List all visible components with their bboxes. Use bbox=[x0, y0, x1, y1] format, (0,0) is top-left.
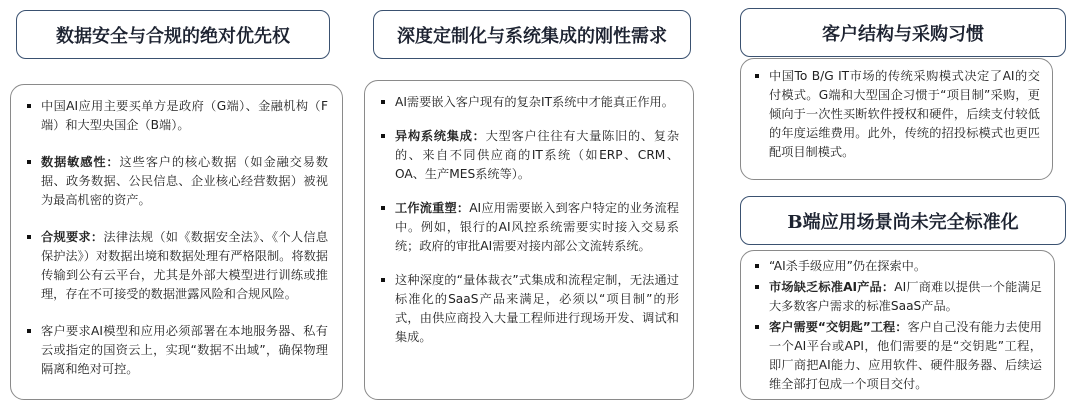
bullet-item bbox=[379, 127, 679, 184]
bullet-item bbox=[25, 153, 328, 210]
bullet-item bbox=[753, 278, 1042, 316]
bullet-key: 客户需要“交钥匙”工程： bbox=[769, 320, 908, 334]
item-list bbox=[25, 97, 328, 379]
bullet-text: 客户自己没有能力去使用一个AI平台或API，他们需要的是“交钥匙”工程，即厂商把AI能力、应用软件、硬件服务器、后续运维全部打包成一个项目交付。 bbox=[769, 320, 1042, 391]
box-customer-structure bbox=[740, 58, 1053, 180]
bullet-text: AI需要嵌入客户现有的复杂IT系统中才能真正作用。 bbox=[395, 95, 674, 109]
title-data-security bbox=[16, 10, 330, 59]
bullet-item bbox=[753, 257, 1042, 276]
bullet-text: AI应用需要嵌入到客户特定的业务流程中。例如，银行的AI风控系统需要实时接入交易系统；政府的审批AI需要对接内部公文流转系统。 bbox=[395, 201, 679, 253]
bullet-text: 中国AI应用主要买单方是政府（G端）、金融机构（F端）和大型央国企（B端）。 bbox=[41, 99, 328, 132]
bullet-text: 中国To B/G IT市场的传统采购模式决定了AI的交付模式。G端和大型国企习惯于“项目制”采购，更倾向于一次性买断软件授权和硬件，后续支付较低的年度运维费用。此外，传统的招投标模式也更匹配项目制模式。 bbox=[769, 69, 1040, 159]
bullet-key: 数据敏感性： bbox=[41, 155, 120, 169]
bullet-item bbox=[25, 97, 328, 135]
title-text: 数据安全与合规的绝对优先权 bbox=[56, 25, 290, 47]
bullet-item bbox=[379, 271, 679, 347]
bullet-text: 法律法规（如《数据安全法》、《个人信息保护法》）对数据出境和数据处理有严格限制。将数据传输到公有云平台，尤其是外部大模型进行训练或推理，存在不可接受的数据泄露风险和合规风险。 bbox=[41, 230, 329, 301]
bullet-key: 工作流重塑： bbox=[395, 201, 470, 215]
item-list bbox=[753, 67, 1040, 162]
bullet-text: 这些客户的核心数据（如金融交易数据、政务数据、公民信息、企业核心经营数据）被视为最高机密的资产。 bbox=[41, 155, 329, 207]
box-data-security bbox=[10, 84, 343, 400]
bullet-text: 这种深度的“量体裁衣”式集成和流程定制，无法通过标准化的SaaS产品来满足，必须以“项目制”的形式，由供应商投入大量工程师进行现场开发、调试和集成。 bbox=[395, 273, 679, 344]
bullet-item bbox=[25, 322, 328, 379]
bullet-text: 客户要求AI模型和应用必须部署在本地服务器、私有云或指定的国资云上，实现“数据不出域”，确保物理隔离和绝对可控。 bbox=[41, 324, 328, 376]
bullet-item bbox=[379, 93, 679, 112]
bullet-item bbox=[25, 228, 328, 304]
title-text: B端应用场景尚未完全标准化 bbox=[787, 211, 1019, 233]
title-text: 深度定制化与系统集成的刚性需求 bbox=[397, 25, 667, 47]
bullet-text: “AI杀手级应用”仍在探索中。 bbox=[769, 259, 927, 273]
bullet-item bbox=[753, 318, 1042, 394]
bullet-key: 市场缺乏标准AI产品： bbox=[769, 280, 895, 294]
title-b-scenarios bbox=[740, 196, 1066, 245]
item-list bbox=[753, 257, 1042, 394]
title-customer-structure bbox=[740, 8, 1066, 57]
box-b-scenarios bbox=[740, 250, 1055, 400]
bullet-text: 大型客户往往有大量陈旧的、复杂的、来自不同供应商的IT系统（如ERP、CRM、OA、生产MES系统等）。 bbox=[395, 129, 680, 181]
bullet-item bbox=[379, 199, 679, 256]
title-customization bbox=[373, 10, 691, 59]
bullet-key: 异构系统集成： bbox=[395, 129, 486, 143]
bullet-item bbox=[753, 67, 1040, 162]
bullet-text: AI厂商难以提供一个能满足大多数客户需求的标准SaaS产品。 bbox=[769, 280, 1042, 313]
item-list bbox=[379, 93, 679, 347]
box-customization bbox=[364, 80, 694, 400]
title-text: 客户结构与采购习惯 bbox=[822, 23, 984, 45]
bullet-key: 合规要求： bbox=[41, 230, 104, 244]
